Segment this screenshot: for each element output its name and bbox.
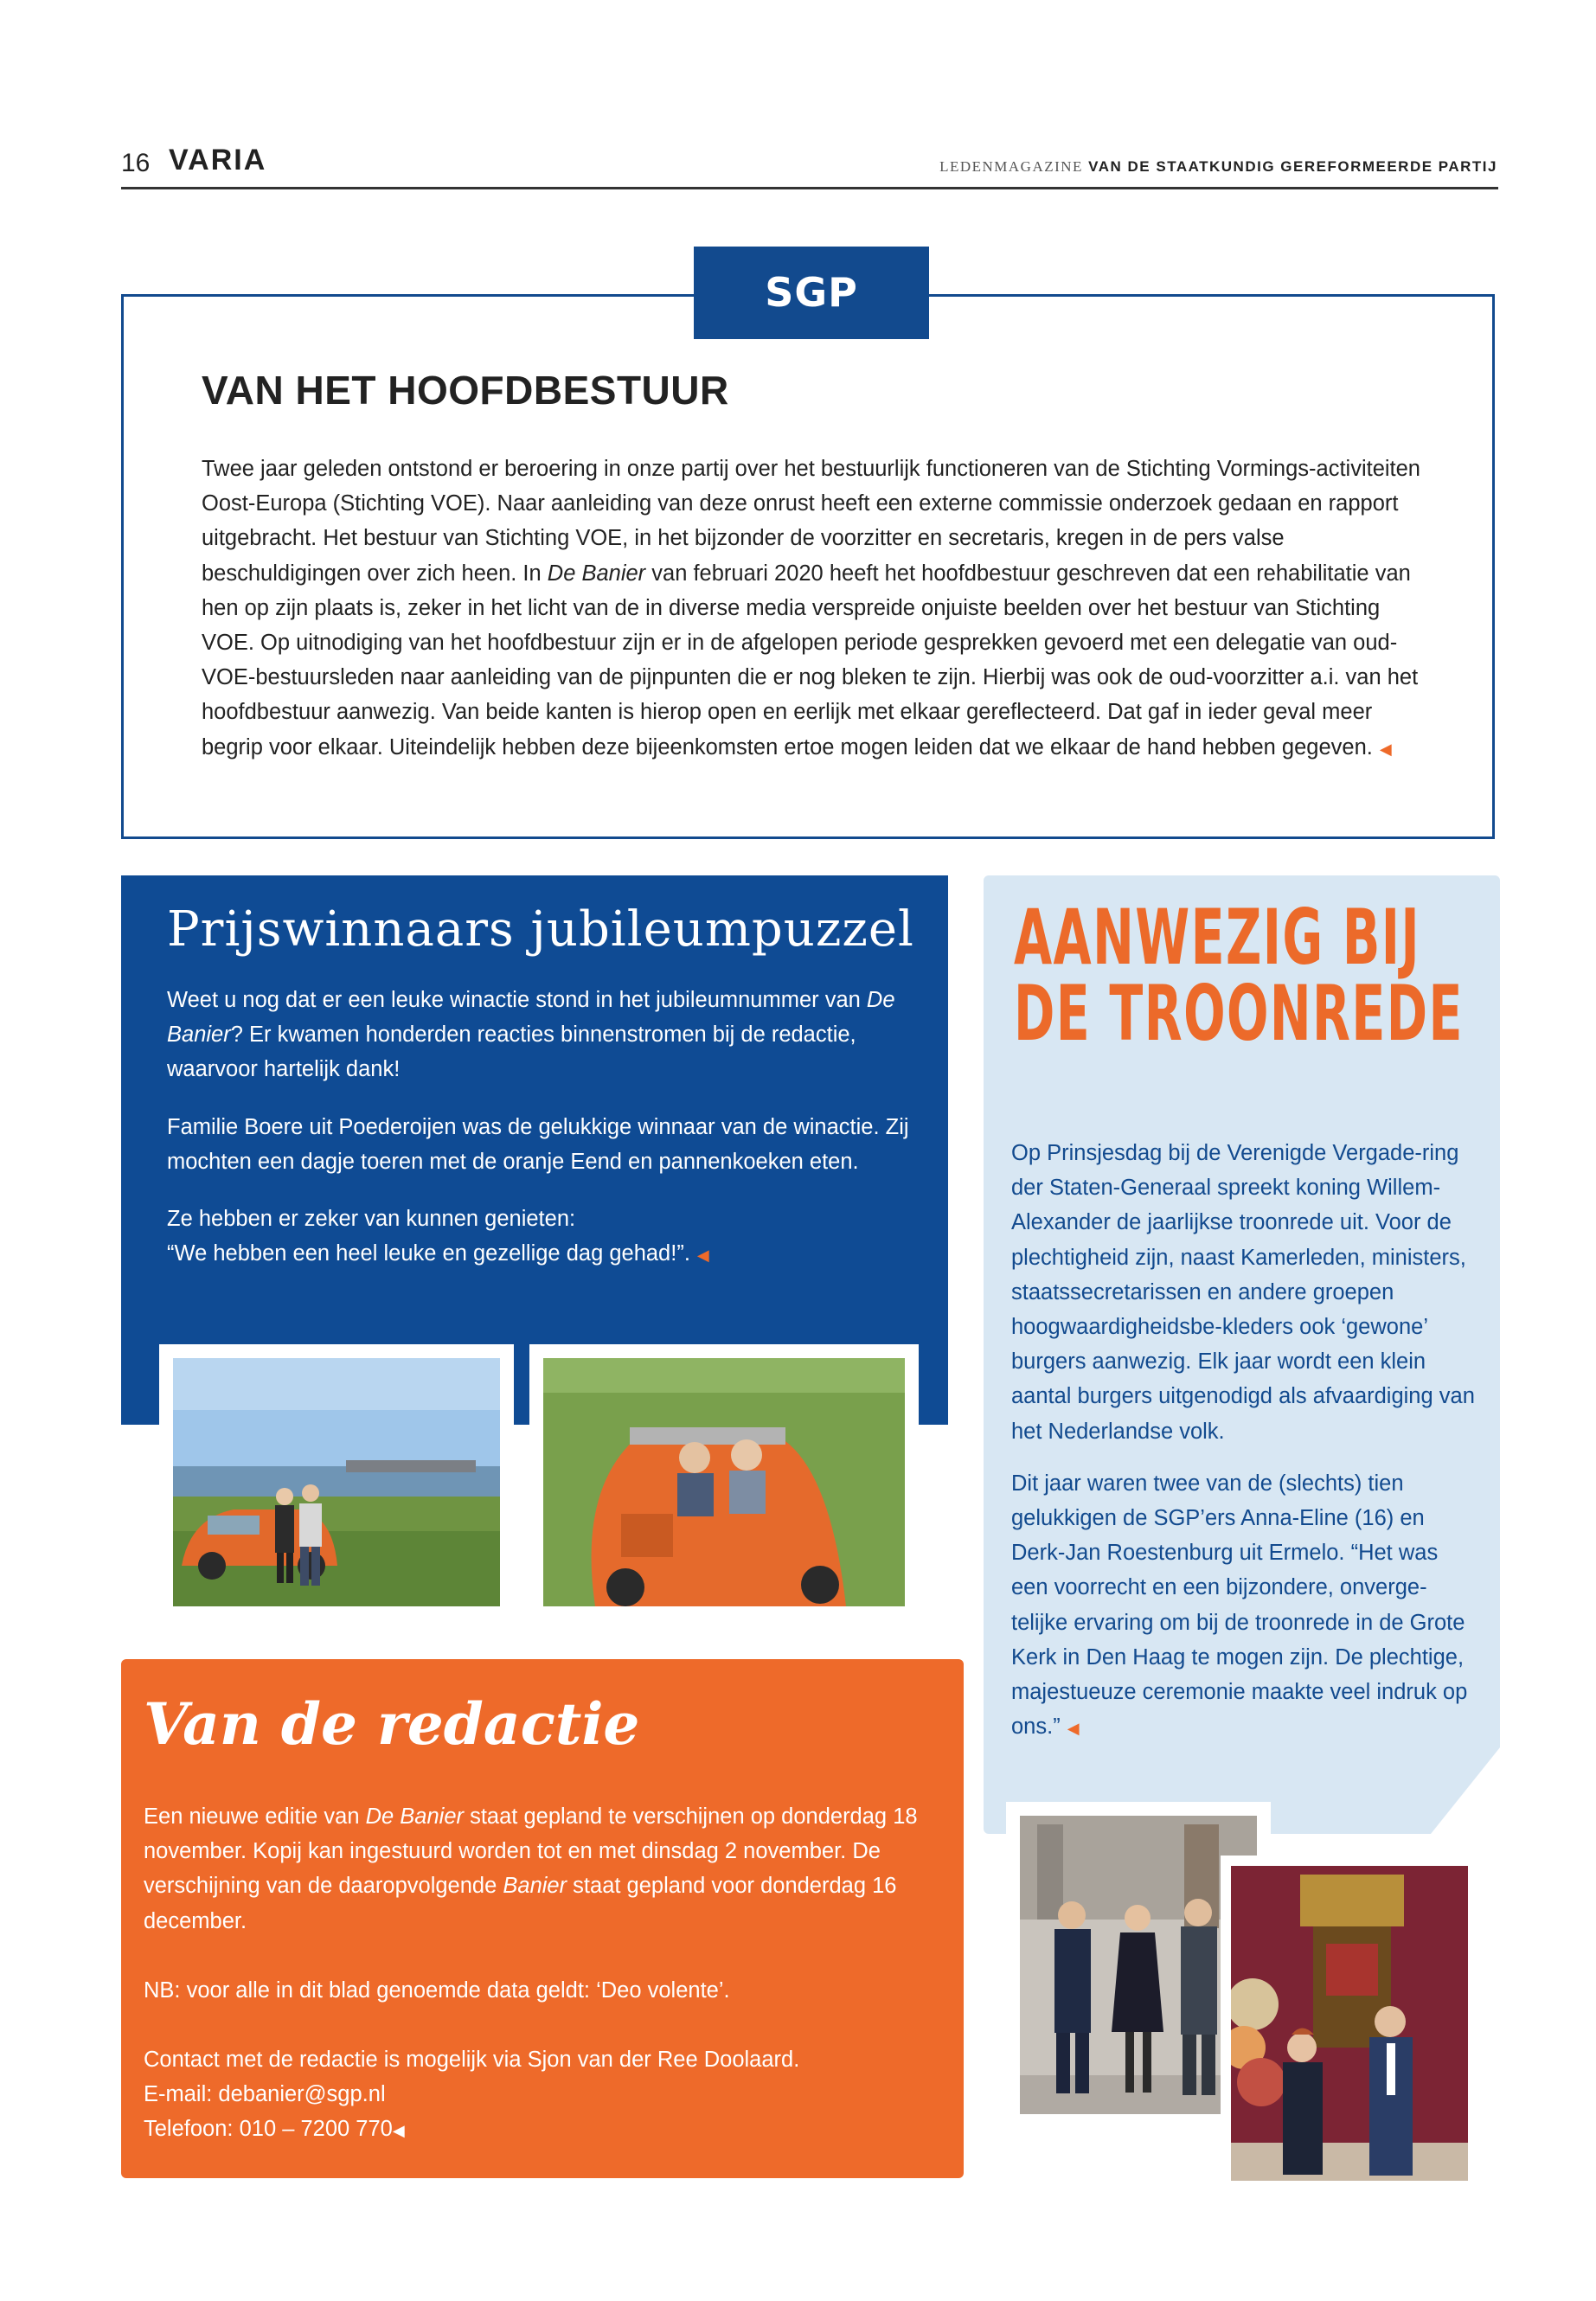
redactie-p1-a: Een nieuwe editie van [144, 1804, 366, 1829]
page-number: 16 [121, 149, 151, 177]
hoofdbestuur-text-part2: van februari 2020 heeft het hoofdbestuur geschreven dat een rehabilitatie van hen op zijn plaats is, zeker in het licht van de in diverse media verspreide onjuiste beelden over het bestuur van Stichting VOE. Op uitnodiging van het hoofdbestuur zijn er in de afgelopen periode gesprekken gevoerd met een delegatie van oud-VOE-bestuursleden naar aanleiding van de pijnpunten die er nog bleken te zijn. Hierbij was ook de oud-voorzitter a.i. van het hoofdbestuur aanwezig. Van beide kanten is hierop open en eerlijk met elkaar gereflecteerd. Dat gaf in ieder geval meer begrip voor elkaar. Uiteindelijk hebben deze bijeenkomsten ertoe mogen leiden dat we elkaar de hand hebben gegeven. [202, 561, 1419, 760]
troonrede-p1: Op Prinsjesdag bij de Verenigde Vergade-ring der Staten-Generaal spreekt koning Willem-Alexander de jaarlijkse troonrede uit. Voor de plechtigheid zijn, naast Kamerleden, ministers, staatssecretarissen en andere groepen hoogwaardigheidsbe-kleders ook ‘gewone’ burgers aanwezig. Elk jaar wordt een klein aantal burgers uitgenodigd als afvaardiging van het Nederlandse volk. [1011, 1141, 1475, 1444]
redactie-email[interactable]: E-mail: debanier@sgp.nl [144, 2082, 386, 2107]
header-rule [121, 187, 1498, 189]
section-title: VARIA [169, 144, 267, 176]
end-arrow-icon: ◀ [1379, 740, 1392, 758]
photo-couple-in-car [529, 1344, 919, 1620]
redactie-text [144, 1799, 948, 2183]
redactie-p2: NB: voor alle in dit blad genoemde data geldt: ‘Deo volente’. [144, 1977, 730, 2003]
redactie-contact: Contact met de redactie is mogelijk via Sjon van der Ree Doolaard. [144, 2048, 800, 2073]
redactie-title: Van de redactie [144, 1690, 640, 1758]
p3-line2: “We hebben een heel leuke en gezellige dag gehad!”. [167, 1241, 690, 1266]
magazine-title-light: LEDENMAGAZINE [939, 158, 1083, 175]
redactie-p3 [144, 2042, 948, 2149]
redactie-p1 [144, 1799, 948, 1939]
redactie-p1-italic1: De Banier [365, 1804, 464, 1829]
photo-couple-in-car-image [543, 1358, 905, 1606]
end-arrow-icon: ◀ [696, 1247, 709, 1265]
hoofdbestuur-title: VAN HET HOOFDBESTUUR [202, 368, 729, 413]
prijswinnaars-p3 [167, 1202, 911, 1272]
p1-italic: De Banier [167, 988, 895, 1048]
photo-throne-duo-image [1231, 1866, 1468, 2181]
prijswinnaars-text [167, 983, 911, 1295]
hoofdbestuur-text-part1: Twee jaar geleden ontstond er beroering in onze partij over het bestuurlijk functioneren van de Stichting Vormings-activiteiten Oost-Europa (Stichting VOE). Naar aanleiding van deze onrust heeft een externe commissie onderzoek gedaan en rapport uitgebracht. Het bestuur van Stichting VOE, in het bijzonder de voorzitter en secretaris, kregen in de pers valse beschuldigingen over zich heen. In [202, 457, 1420, 586]
photo-couple-car [159, 1344, 514, 1620]
troonrede-p2 [1011, 1466, 1478, 1747]
hoofdbestuur-text-italic: De Banier [547, 561, 646, 586]
troonrede-text [1011, 1136, 1478, 1763]
redactie-phone: Telefoon: 010 – 7200 770 [144, 2117, 393, 2142]
hoofdbestuur-text [202, 452, 1430, 766]
redactie-p1-italic2: Banier [503, 1874, 567, 1899]
end-arrow-icon: ◀ [1067, 1720, 1080, 1738]
prijswinnaars-title: Prijswinnaars jubileumpuzzel [167, 901, 914, 958]
end-arrow-icon: ◀ [392, 2122, 405, 2140]
redactie-p1-b: staat gepland te verschijnen op donderdag 18 november. Kopij kan ingestuurd worden tot en met dinsdag 2 november. De verschijning van de daaropvolgende [144, 1804, 918, 1899]
troonrede-title [1014, 893, 1487, 1058]
prijswinnaars-p1 [167, 983, 911, 1087]
p1-part-b: ? Er kwamen honderden reacties binnenstromen bij de redactie, waarvoor hartelijk dank! [167, 1022, 856, 1082]
troonrede-title-line1: AANWEZIG BIJ [1014, 893, 1421, 982]
prijswinnaars-p2: Familie Boere uit Poederoijen was de gelukkige winnaar van de winactie. Zij mochten een dagje toeren met de oranje Eend en pannenkoeken eten. [167, 1114, 909, 1174]
redactie-p1-c: staat gepland voor donderdag 16 december. [144, 1874, 897, 1933]
photo-throne-duo [1221, 1856, 1478, 2191]
sgp-logo: SGP [694, 247, 929, 339]
troonrede-p2-text: Dit jaar waren twee van de (slechts) tien gelukkigen de SGP’ers Anna-Eline (16) en Derk-Jan Roestenburg uit Ermelo. “Het was een voorrecht en een bijzondere, onverge-telijke ervaring om bij de troonrede in de Grote Kerk in Den Haag te mogen zijn. De plechtige, majestueuze ceremonie maakte veel indruk op ons.” [1011, 1471, 1468, 1740]
photo-couple-car-image [173, 1358, 500, 1606]
troonrede-title-line2: DE TROONREDE [1014, 969, 1464, 1058]
p3-line1: Ze hebben er zeker van kunnen genieten: [167, 1207, 576, 1232]
magazine-title [939, 158, 1497, 176]
p1-part-a: Weet u nog dat er een leuke winactie stond in het jubileumnummer van [167, 988, 867, 1012]
magazine-title-bold: VAN DE STAATKUNDIG GEREFORMEERDE PARTIJ [1088, 158, 1497, 175]
